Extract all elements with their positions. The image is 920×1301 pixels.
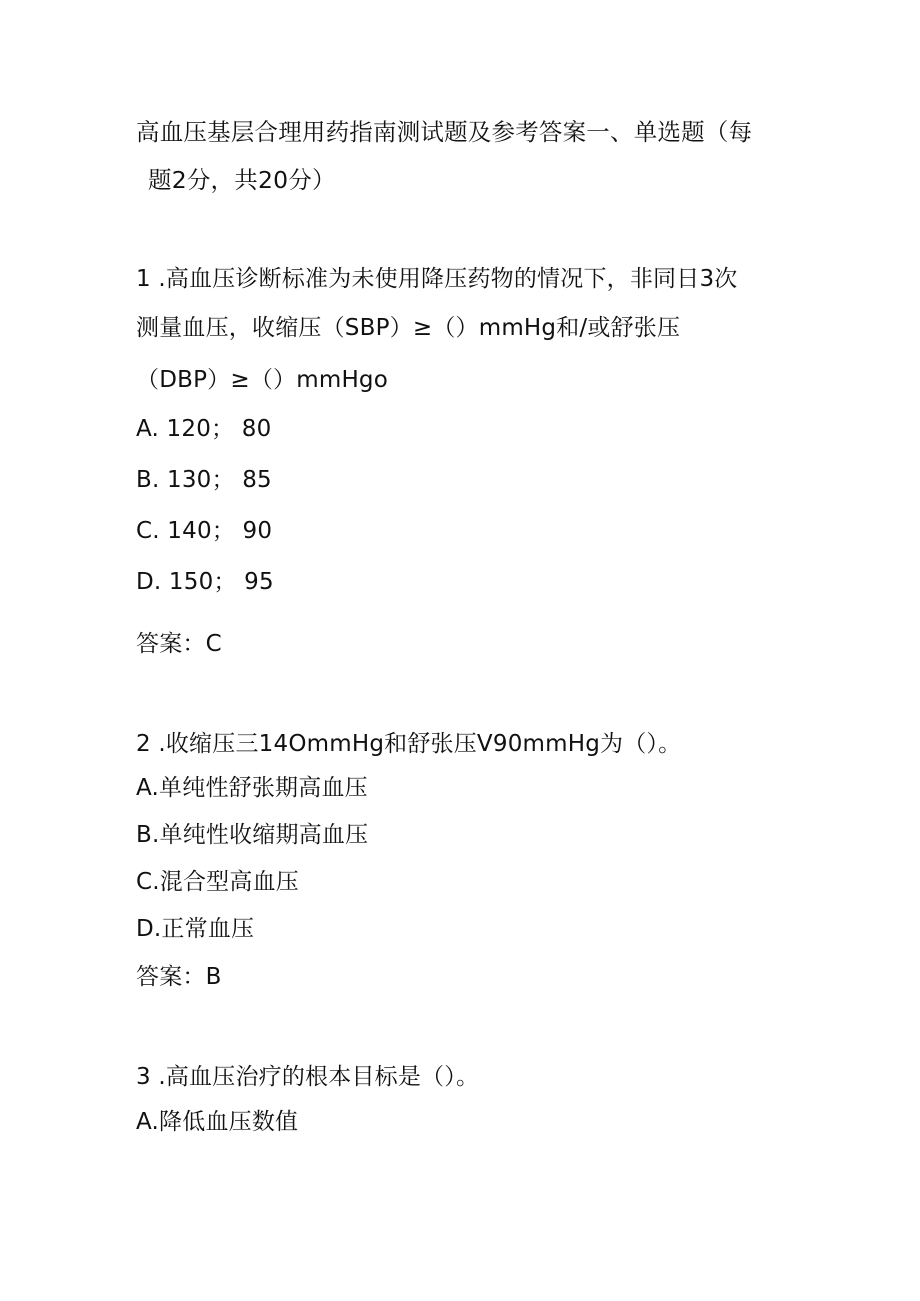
question-3-stem-line-1: 3 .高血压治疗的根本目标是（）。: [136, 1064, 480, 1090]
question-1-option-c: C. 140； 90: [136, 518, 273, 544]
question-2-stem-line-1: 2 .收缩压三14OmmHg和舒张压V90mmHg为（）。: [136, 731, 682, 757]
question-1-answer: 答案：C: [136, 631, 222, 657]
question-1-option-d: D. 150； 95: [136, 569, 274, 595]
question-2-option-b: B.单纯性收缩期高血压: [136, 822, 369, 848]
question-1-option-b: B. 130； 85: [136, 467, 272, 493]
question-3-option-a: A.降低血压数值: [136, 1109, 299, 1135]
question-2-option-a: A.单纯性舒张期高血压: [136, 775, 368, 801]
question-2-option-d: D.正常血压: [136, 916, 255, 942]
question-2-answer: 答案：B: [136, 964, 222, 990]
question-1-stem-line-1: 1 .高血压诊断标准为未使用降压药物的情况下，非同日3次: [136, 266, 738, 292]
question-2-option-c: C.混合型高血压: [136, 869, 299, 895]
question-1-option-a: A. 120； 80: [136, 416, 272, 442]
question-1-stem-line-3: （DBP）≥（）mmHgo: [136, 367, 389, 393]
document-title-line-1: 高血压基层合理用药指南测试题及参考答案一、单选题（每: [136, 118, 753, 146]
document-title-line-2: 题2分，共20分）: [148, 166, 336, 194]
question-1-stem-line-2: 测量血压，收缩压（SBP）≥（）mmHg和/或舒张压: [136, 315, 681, 341]
